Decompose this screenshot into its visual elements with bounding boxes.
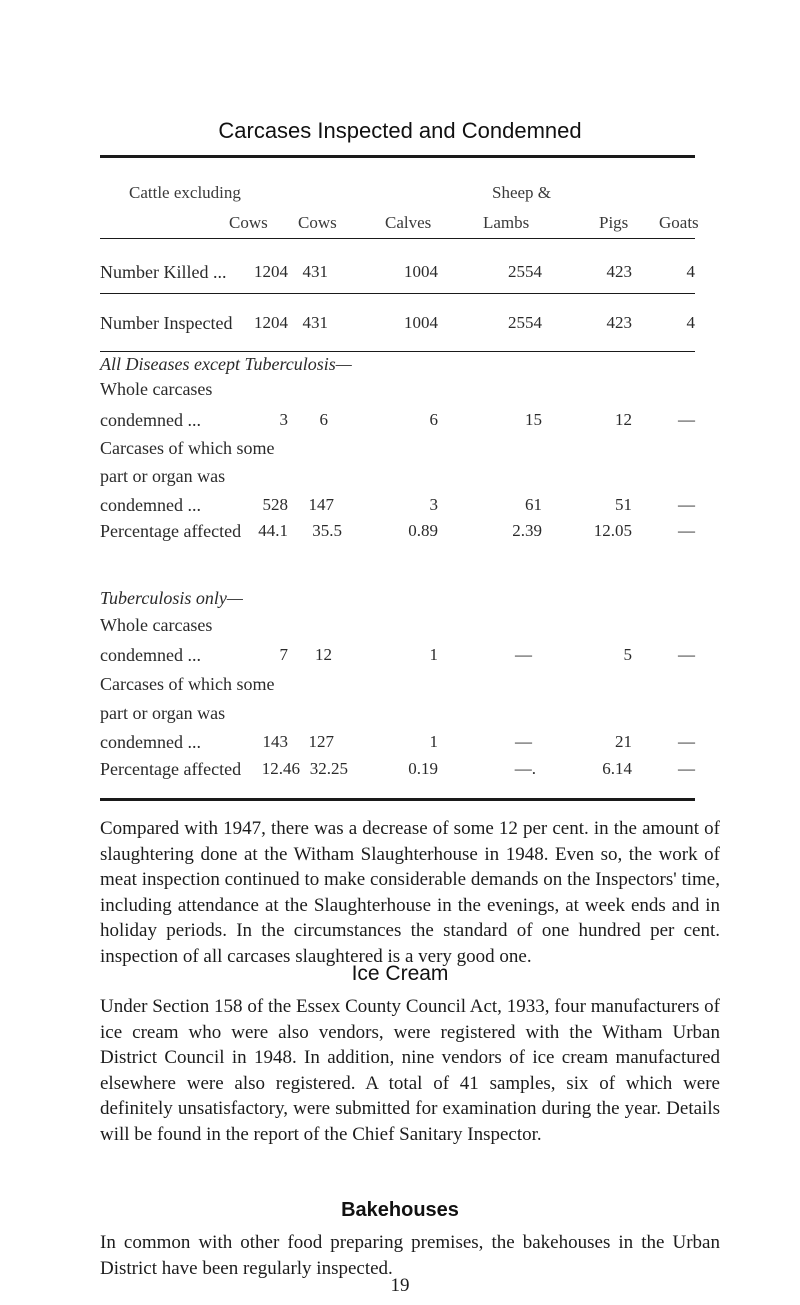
- cell-goats: —: [678, 521, 695, 540]
- row-divider-rule: [100, 293, 695, 294]
- ice-cream-paragraph: [100, 994, 720, 1147]
- slaughter-paragraph: [100, 816, 720, 969]
- header-cows: Cows: [298, 213, 337, 232]
- cell-goats: —: [678, 410, 695, 429]
- page-number: 19: [390, 1275, 410, 1296]
- row-label: Percentage affected: [100, 521, 242, 541]
- cell-calves: 0.89: [408, 521, 438, 540]
- cell-sheep: 2.39: [512, 521, 542, 540]
- cell-cattle: 44.1: [258, 521, 288, 540]
- cell-pigs: 6.14: [602, 759, 632, 778]
- bakehouses-paragraph-text: In common with other food preparing premises, the bakehouses in the Urban District have been regularly inspected.: [100, 1232, 720, 1279]
- section-title: All Diseases except Tuberculosis—: [100, 354, 352, 374]
- cell-calves: 1: [429, 732, 438, 751]
- cell-sheep: 2554: [508, 313, 542, 332]
- row-label: Carcases of which some: [100, 438, 275, 458]
- cell-cows: 127: [308, 732, 334, 751]
- header-cattle-line2: Cows: [229, 213, 268, 232]
- row-label: condemned ...: [100, 495, 201, 515]
- cell-goats: 4: [686, 262, 695, 281]
- cell-cows: 431: [302, 262, 328, 281]
- bakehouses-heading: Bakehouses: [341, 1199, 459, 1221]
- header-lambs: Lambs: [483, 213, 530, 232]
- cell-calves: 0.19: [408, 759, 438, 778]
- cell-pigs: 51: [615, 495, 632, 514]
- cell-pigs: 12.05: [593, 521, 632, 540]
- cell-sheep: —: [515, 732, 532, 751]
- table-top-rule: [100, 155, 695, 158]
- cell-calves: 6: [429, 410, 438, 429]
- row-label: condemned ...: [100, 732, 201, 752]
- header-cattle-line1: Cattle excluding: [129, 183, 241, 202]
- cell-calves: 1004: [404, 313, 438, 332]
- ice-cream-paragraph-text: Under Section 158 of the Essex County Council Act, 1933, four manufacturers of ice cream who were also vendors, were registered with the Witham Urban District Council in 1948. In addition, nine vendors of ice cream manufactured elsewhere were also registered. A total of 41 samples, six of which were definitely unsatisfactory, were submitted for examination during the year. Details will be found in the report of the Chief Sanitary Inspector.: [100, 996, 720, 1145]
- cell-sheep: 15: [525, 410, 542, 429]
- section-divider-rule: [100, 351, 695, 352]
- cell-calves: 3: [429, 495, 438, 514]
- cell-pigs: 21: [615, 732, 632, 751]
- row-label: Number Inspected: [100, 313, 233, 333]
- bakehouses-paragraph: [100, 1230, 720, 1281]
- row-label: condemned ...: [100, 410, 201, 430]
- row-label: condemned ...: [100, 645, 201, 665]
- cell-cattle: 1204: [254, 313, 288, 332]
- header-pigs: Pigs: [599, 213, 629, 232]
- cell-pigs: 5: [623, 645, 632, 664]
- cell-cattle: 143: [262, 732, 288, 751]
- cell-cows: 32.25: [309, 759, 348, 778]
- row-label: Percentage affected: [100, 759, 242, 779]
- cell-cattle: 3: [279, 410, 288, 429]
- cell-goats: 4: [686, 313, 695, 332]
- cell-sheep: 2554: [508, 262, 542, 281]
- cell-sheep: —.: [514, 759, 536, 778]
- cell-cows: 12: [315, 645, 332, 664]
- header-goats: Goats: [659, 213, 699, 232]
- table-bottom-rule: [100, 798, 695, 801]
- cell-goats: —: [678, 495, 695, 514]
- cell-cows: 147: [308, 495, 334, 514]
- row-label: Whole carcases: [100, 379, 213, 399]
- cell-pigs: 423: [606, 262, 632, 281]
- cell-cattle: 7: [279, 645, 288, 664]
- cell-cows: 431: [302, 313, 328, 332]
- cell-cattle: 12.46: [261, 759, 300, 778]
- ice-cream-heading: Ice Cream: [351, 962, 449, 985]
- cell-cattle: 1204: [254, 262, 288, 281]
- cell-sheep: —: [515, 645, 532, 664]
- cell-calves: 1004: [404, 262, 438, 281]
- cell-calves: 1: [429, 645, 438, 664]
- row-label: Whole carcases: [100, 615, 213, 635]
- cell-pigs: 423: [606, 313, 632, 332]
- cell-pigs: 12: [615, 410, 632, 429]
- cell-goats: —: [678, 732, 695, 751]
- cell-sheep: 61: [525, 495, 542, 514]
- cell-cows: 6: [319, 410, 328, 429]
- header-calves: Calves: [385, 213, 432, 232]
- header-sheep-line1: Sheep &: [492, 183, 552, 202]
- row-label: part or organ was: [100, 466, 226, 486]
- row-label: Number Killed ...: [100, 262, 227, 282]
- header-bottom-rule: [100, 238, 695, 239]
- cell-cattle: 528: [262, 495, 288, 514]
- slaughter-paragraph-text: Compared with 1947, there was a decrease of some 12 per cent. in the amount of slaughtering done at the Witham Slaughterhouse in 1948. Even so, the work of meat inspection continued to make considerable demands on the Inspectors' time, including attendance at the Slaughterhouse in the evenings, at week ends and in holiday periods. In the circumstances the standard of one hundred per cent. inspection of all carcases slaughtered is a very good one.: [100, 818, 720, 967]
- cell-goats: —: [678, 645, 695, 664]
- page-title: Carcases Inspected and Condemned: [218, 118, 582, 143]
- row-label: Carcases of which some: [100, 674, 275, 694]
- cell-cows: 35.5: [312, 521, 342, 540]
- row-label: part or organ was: [100, 703, 226, 723]
- section-title: Tuberculosis only—: [100, 588, 243, 608]
- cell-goats: —: [678, 759, 695, 778]
